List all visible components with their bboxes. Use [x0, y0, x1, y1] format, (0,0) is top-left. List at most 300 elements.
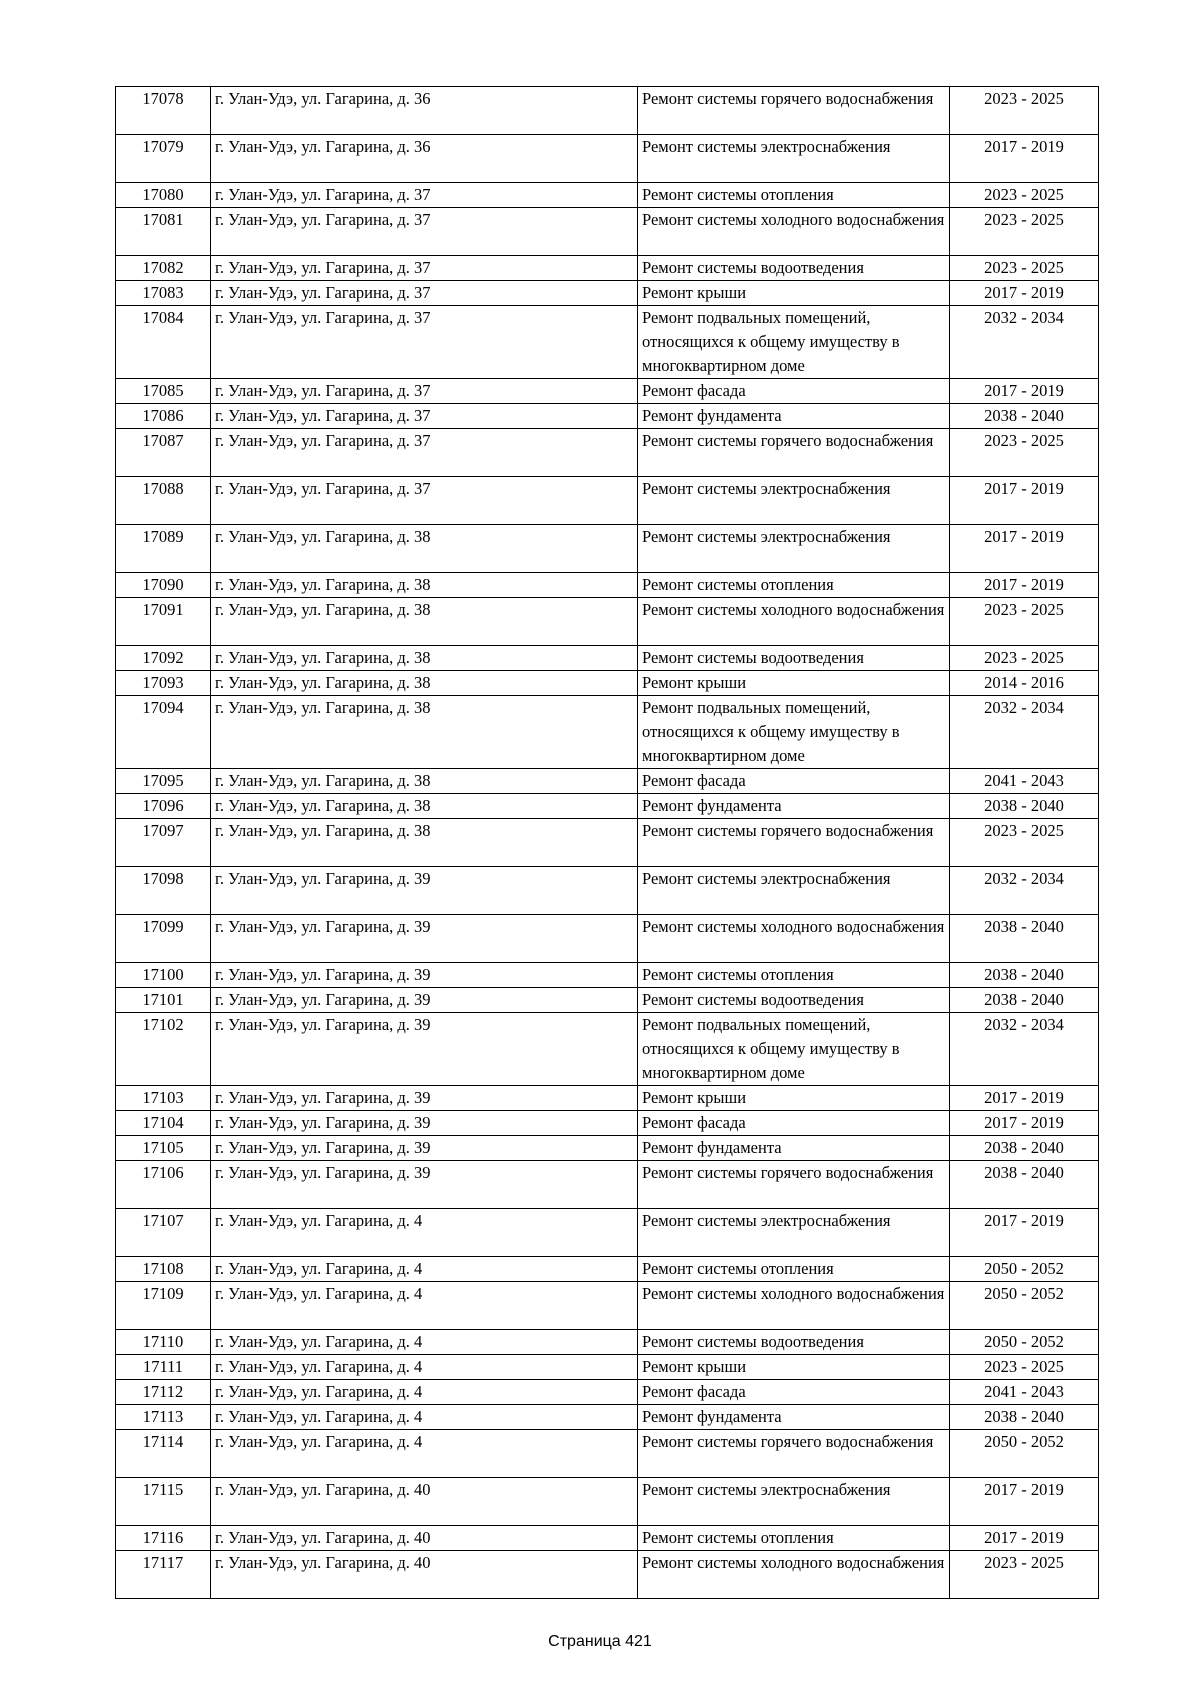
work-type-text: Ремонт системы отопления [642, 575, 834, 594]
address-text: г. Улан-Удэ, ул. Гагарина, д. 4 [215, 1407, 423, 1426]
row-number-cell [116, 404, 211, 429]
work-type-text: Ремонт фундамента [642, 1138, 782, 1157]
row-number-text: 17102 [142, 1015, 184, 1034]
period-text: 2038 - 2040 [984, 796, 1064, 815]
period-cell [950, 963, 1099, 988]
period-text: 2017 - 2019 [984, 381, 1064, 400]
address-cell [211, 1282, 638, 1330]
row-number-cell [116, 379, 211, 404]
row-number-cell [116, 429, 211, 477]
period-text: 2017 - 2019 [984, 283, 1064, 302]
work-type-cell [638, 1430, 950, 1478]
address-cell [211, 769, 638, 794]
work-type-cell [638, 256, 950, 281]
address-text: г. Улан-Удэ, ул. Гагарина, д. 39 [215, 965, 431, 984]
work-type-cell [638, 306, 950, 379]
address-cell [211, 819, 638, 867]
period-cell [950, 1161, 1099, 1209]
address-text: г. Улан-Удэ, ул. Гагарина, д. 39 [215, 1163, 431, 1182]
work-type-text: Ремонт системы горячего водоснабжения [642, 431, 934, 450]
row-number-text: 17084 [142, 308, 184, 327]
period-cell [950, 915, 1099, 963]
row-number-cell [116, 525, 211, 573]
address-text: г. Улан-Удэ, ул. Гагарина, д. 36 [215, 89, 431, 108]
work-type-text: Ремонт подвальных помещений, относящихся к общему имуществу в многоквартирном доме [642, 308, 900, 375]
row-number-cell [116, 1209, 211, 1257]
row-number-cell [116, 646, 211, 671]
work-type-text: Ремонт системы водоотведения [642, 648, 864, 667]
row-number-text: 17100 [142, 965, 184, 984]
period-cell [950, 525, 1099, 573]
period-cell [950, 573, 1099, 598]
row-number-cell [116, 1136, 211, 1161]
period-cell [950, 429, 1099, 477]
work-type-cell [638, 1478, 950, 1526]
period-text: 2017 - 2019 [984, 1528, 1064, 1547]
table-row [116, 1478, 1099, 1526]
period-cell [950, 1013, 1099, 1086]
work-type-text: Ремонт крыши [642, 1357, 747, 1376]
address-text: г. Улан-Удэ, ул. Гагарина, д. 39 [215, 1113, 431, 1132]
address-cell [211, 671, 638, 696]
row-number-cell [116, 1405, 211, 1430]
table-row [116, 1405, 1099, 1430]
row-number-text: 17103 [142, 1088, 184, 1107]
table-row [116, 988, 1099, 1013]
row-number-cell [116, 1086, 211, 1111]
address-text: г. Улан-Удэ, ул. Гагарина, д. 4 [215, 1211, 423, 1230]
period-text: 2038 - 2040 [984, 917, 1064, 936]
table-row [116, 281, 1099, 306]
period-cell [950, 696, 1099, 769]
work-type-text: Ремонт системы горячего водоснабжения [642, 1163, 934, 1182]
work-type-text: Ремонт системы холодного водоснабжения [642, 210, 945, 229]
row-number-text: 17111 [142, 1357, 184, 1376]
row-number-cell [116, 1380, 211, 1405]
row-number-cell [116, 573, 211, 598]
address-cell [211, 306, 638, 379]
work-type-text: Ремонт фасада [642, 1113, 746, 1132]
page-number: Страница 421 [548, 1633, 652, 1650]
period-cell [950, 404, 1099, 429]
period-text: 2038 - 2040 [984, 965, 1064, 984]
work-type-cell [638, 87, 950, 135]
table-row [116, 963, 1099, 988]
table-row [116, 1209, 1099, 1257]
row-number-text: 17083 [142, 283, 184, 302]
work-type-text: Ремонт фундамента [642, 1407, 782, 1426]
period-text: 2017 - 2019 [984, 1113, 1064, 1132]
period-text: 2023 - 2025 [984, 258, 1064, 277]
row-number-text: 17110 [142, 1332, 184, 1351]
address-text: г. Улан-Удэ, ул. Гагарина, д. 4 [215, 1332, 423, 1351]
table-row [116, 671, 1099, 696]
row-number-cell [116, 867, 211, 915]
address-text: г. Улан-Удэ, ул. Гагарина, д. 37 [215, 308, 431, 327]
row-number-cell [116, 1111, 211, 1136]
address-cell [211, 1478, 638, 1526]
period-text: 2023 - 2025 [984, 210, 1064, 229]
work-type-text: Ремонт фасада [642, 381, 746, 400]
address-text: г. Улан-Удэ, ул. Гагарина, д. 37 [215, 406, 431, 425]
address-cell [211, 1209, 638, 1257]
table-row [116, 306, 1099, 379]
work-type-cell [638, 1330, 950, 1355]
period-cell [950, 671, 1099, 696]
period-cell [950, 87, 1099, 135]
row-number-text: 17107 [142, 1211, 184, 1230]
address-text: г. Улан-Удэ, ул. Гагарина, д. 38 [215, 527, 431, 546]
period-text: 2014 - 2016 [984, 673, 1064, 692]
table-row [116, 794, 1099, 819]
work-type-text: Ремонт фасада [642, 771, 746, 790]
row-number-text: 17092 [142, 648, 184, 667]
row-number-text: 17105 [142, 1138, 184, 1157]
work-type-text: Ремонт системы отопления [642, 185, 834, 204]
row-number-cell [116, 598, 211, 646]
row-number-text: 17093 [142, 673, 184, 692]
period-text: 2032 - 2034 [984, 1015, 1064, 1034]
period-text: 2023 - 2025 [984, 648, 1064, 667]
address-text: г. Улан-Удэ, ул. Гагарина, д. 38 [215, 771, 431, 790]
address-text: г. Улан-Удэ, ул. Гагарина, д. 38 [215, 698, 431, 717]
work-type-cell [638, 429, 950, 477]
row-number-text: 17080 [142, 185, 184, 204]
row-number-cell [116, 87, 211, 135]
work-type-cell [638, 183, 950, 208]
row-number-text: 17088 [142, 479, 184, 498]
table-row [116, 477, 1099, 525]
work-type-cell [638, 281, 950, 306]
period-text: 2041 - 2043 [984, 1382, 1064, 1401]
row-number-cell [116, 915, 211, 963]
table-row [116, 1355, 1099, 1380]
address-cell [211, 1380, 638, 1405]
table-row [116, 646, 1099, 671]
address-cell [211, 429, 638, 477]
row-number-cell [116, 477, 211, 525]
period-cell [950, 769, 1099, 794]
work-type-text: Ремонт системы горячего водоснабжения [642, 1432, 934, 1451]
address-text: г. Улан-Удэ, ул. Гагарина, д. 39 [215, 1088, 431, 1107]
row-number-text: 17106 [142, 1163, 184, 1182]
work-type-text: Ремонт системы электроснабжения [642, 137, 891, 156]
work-type-text: Ремонт системы холодного водоснабжения [642, 917, 945, 936]
table-row [116, 1136, 1099, 1161]
address-cell [211, 988, 638, 1013]
address-text: г. Улан-Удэ, ул. Гагарина, д. 38 [215, 648, 431, 667]
period-text: 2017 - 2019 [984, 1480, 1064, 1499]
address-cell [211, 646, 638, 671]
row-number-cell [116, 281, 211, 306]
address-cell [211, 1526, 638, 1551]
work-type-text: Ремонт фундамента [642, 406, 782, 425]
work-type-text: Ремонт системы электроснабжения [642, 1211, 891, 1230]
address-cell [211, 963, 638, 988]
address-text: г. Улан-Удэ, ул. Гагарина, д. 37 [215, 431, 431, 450]
work-type-cell [638, 525, 950, 573]
table-row [116, 1380, 1099, 1405]
table-row [116, 404, 1099, 429]
period-text: 2038 - 2040 [984, 990, 1064, 1009]
period-text: 2032 - 2034 [984, 308, 1064, 327]
work-type-cell [638, 1136, 950, 1161]
work-type-text: Ремонт системы отопления [642, 965, 834, 984]
row-number-cell [116, 769, 211, 794]
address-text: г. Улан-Удэ, ул. Гагарина, д. 37 [215, 185, 431, 204]
row-number-cell [116, 1013, 211, 1086]
row-number-text: 17085 [142, 381, 184, 400]
work-type-cell [638, 1526, 950, 1551]
address-cell [211, 208, 638, 256]
row-number-text: 17090 [142, 575, 184, 594]
row-number-cell [116, 1526, 211, 1551]
work-type-cell [638, 819, 950, 867]
address-cell [211, 1013, 638, 1086]
period-cell [950, 1111, 1099, 1136]
work-type-cell [638, 671, 950, 696]
address-cell [211, 281, 638, 306]
period-text: 2032 - 2034 [984, 698, 1064, 717]
work-type-cell [638, 1551, 950, 1599]
period-cell [950, 988, 1099, 1013]
period-cell [950, 1355, 1099, 1380]
table-row [116, 1330, 1099, 1355]
period-text: 2041 - 2043 [984, 771, 1064, 790]
period-cell [950, 1257, 1099, 1282]
address-text: г. Улан-Удэ, ул. Гагарина, д. 37 [215, 258, 431, 277]
address-text: г. Улан-Удэ, ул. Гагарина, д. 40 [215, 1528, 431, 1547]
repair-schedule-table [115, 86, 1099, 1599]
work-type-text: Ремонт системы водоотведения [642, 1332, 864, 1351]
address-text: г. Улан-Удэ, ул. Гагарина, д. 38 [215, 600, 431, 619]
address-cell [211, 1161, 638, 1209]
period-text: 2017 - 2019 [984, 1088, 1064, 1107]
period-cell [950, 1430, 1099, 1478]
address-text: г. Улан-Удэ, ул. Гагарина, д. 40 [215, 1480, 431, 1499]
row-number-text: 17117 [142, 1553, 184, 1572]
address-text: г. Улан-Удэ, ул. Гагарина, д. 4 [215, 1357, 423, 1376]
period-cell [950, 1136, 1099, 1161]
table-row [116, 1526, 1099, 1551]
row-number-text: 17113 [142, 1407, 184, 1426]
period-cell [950, 256, 1099, 281]
address-cell [211, 525, 638, 573]
row-number-text: 17078 [142, 89, 184, 108]
address-text: г. Улан-Удэ, ул. Гагарина, д. 37 [215, 381, 431, 400]
address-text: г. Улан-Удэ, ул. Гагарина, д. 38 [215, 796, 431, 815]
work-type-cell [638, 963, 950, 988]
work-type-text: Ремонт системы водоотведения [642, 258, 864, 277]
row-number-cell [116, 696, 211, 769]
row-number-text: 17091 [142, 600, 184, 619]
period-text: 2023 - 2025 [984, 1553, 1064, 1572]
period-text: 2017 - 2019 [984, 1211, 1064, 1230]
row-number-cell [116, 306, 211, 379]
period-cell [950, 306, 1099, 379]
period-cell [950, 1526, 1099, 1551]
address-cell [211, 183, 638, 208]
row-number-text: 17079 [142, 137, 184, 156]
address-text: г. Улан-Удэ, ул. Гагарина, д. 4 [215, 1284, 423, 1303]
period-cell [950, 281, 1099, 306]
period-text: 2038 - 2040 [984, 406, 1064, 425]
address-cell [211, 696, 638, 769]
work-type-text: Ремонт крыши [642, 1088, 747, 1107]
row-number-text: 17112 [142, 1382, 184, 1401]
period-text: 2038 - 2040 [984, 1163, 1064, 1182]
work-type-cell [638, 598, 950, 646]
address-cell [211, 915, 638, 963]
row-number-text: 17104 [142, 1113, 184, 1132]
work-type-cell [638, 915, 950, 963]
period-text: 2050 - 2052 [984, 1332, 1064, 1351]
period-cell [950, 867, 1099, 915]
table-row [116, 1430, 1099, 1478]
address-text: г. Улан-Удэ, ул. Гагарина, д. 39 [215, 917, 431, 936]
work-type-text: Ремонт подвальных помещений, относящихся к общему имуществу в многоквартирном доме [642, 698, 900, 765]
address-cell [211, 477, 638, 525]
table-row [116, 208, 1099, 256]
period-cell [950, 1282, 1099, 1330]
address-cell [211, 1430, 638, 1478]
address-cell [211, 256, 638, 281]
period-text: 2017 - 2019 [984, 479, 1064, 498]
address-text: г. Улан-Удэ, ул. Гагарина, д. 39 [215, 1138, 431, 1157]
work-type-cell [638, 696, 950, 769]
address-cell [211, 1405, 638, 1430]
row-number-text: 17099 [142, 917, 184, 936]
address-text: г. Улан-Удэ, ул. Гагарина, д. 38 [215, 673, 431, 692]
row-number-text: 17101 [142, 990, 184, 1009]
row-number-cell [116, 135, 211, 183]
work-type-text: Ремонт системы электроснабжения [642, 479, 891, 498]
period-text: 2050 - 2052 [984, 1284, 1064, 1303]
period-cell [950, 477, 1099, 525]
row-number-text: 17114 [142, 1432, 184, 1451]
address-cell [211, 87, 638, 135]
period-text: 2023 - 2025 [984, 431, 1064, 450]
work-type-text: Ремонт системы холодного водоснабжения [642, 600, 945, 619]
address-cell [211, 1330, 638, 1355]
row-number-cell [116, 208, 211, 256]
work-type-cell [638, 646, 950, 671]
work-type-cell [638, 1013, 950, 1086]
row-number-text: 17095 [142, 771, 184, 790]
row-number-cell [116, 1161, 211, 1209]
address-text: г. Улан-Удэ, ул. Гагарина, д. 38 [215, 821, 431, 840]
work-type-text: Ремонт системы электроснабжения [642, 1480, 891, 1499]
table-row [116, 429, 1099, 477]
work-type-cell [638, 135, 950, 183]
period-cell [950, 1478, 1099, 1526]
work-type-text: Ремонт системы отопления [642, 1259, 834, 1278]
period-cell [950, 794, 1099, 819]
table-row [116, 819, 1099, 867]
row-number-text: 17082 [142, 258, 184, 277]
period-cell [950, 135, 1099, 183]
period-cell [950, 1380, 1099, 1405]
table-row [116, 915, 1099, 963]
period-text: 2050 - 2052 [984, 1259, 1064, 1278]
table-row [116, 1086, 1099, 1111]
work-type-cell [638, 867, 950, 915]
table-row [116, 1111, 1099, 1136]
table-body [116, 87, 1099, 1599]
period-cell [950, 598, 1099, 646]
table-row [116, 696, 1099, 769]
row-number-cell [116, 183, 211, 208]
work-type-text: Ремонт системы водоотведения [642, 990, 864, 1009]
work-type-text: Ремонт системы холодного водоснабжения [642, 1553, 945, 1572]
work-type-text: Ремонт системы отопления [642, 1528, 834, 1547]
table-row [116, 379, 1099, 404]
address-text: г. Улан-Удэ, ул. Гагарина, д. 39 [215, 869, 431, 888]
work-type-cell [638, 1086, 950, 1111]
row-number-text: 17097 [142, 821, 184, 840]
row-number-cell [116, 819, 211, 867]
row-number-text: 17089 [142, 527, 184, 546]
row-number-text: 17108 [142, 1259, 184, 1278]
row-number-cell [116, 256, 211, 281]
period-cell [950, 646, 1099, 671]
row-number-cell [116, 963, 211, 988]
row-number-cell [116, 1257, 211, 1282]
address-text: г. Улан-Удэ, ул. Гагарина, д. 4 [215, 1382, 423, 1401]
table-row [116, 183, 1099, 208]
work-type-cell [638, 573, 950, 598]
work-type-cell [638, 769, 950, 794]
work-type-cell [638, 477, 950, 525]
row-number-cell [116, 988, 211, 1013]
work-type-text: Ремонт крыши [642, 673, 747, 692]
period-cell [950, 1330, 1099, 1355]
period-text: 2023 - 2025 [984, 1357, 1064, 1376]
row-number-text: 17086 [142, 406, 184, 425]
address-cell [211, 1086, 638, 1111]
table-row [116, 598, 1099, 646]
period-text: 2023 - 2025 [984, 185, 1064, 204]
period-cell [950, 819, 1099, 867]
address-text: г. Улан-Удэ, ул. Гагарина, д. 38 [215, 575, 431, 594]
work-type-text: Ремонт подвальных помещений, относящихся к общему имуществу в многоквартирном доме [642, 1015, 900, 1082]
period-text: 2023 - 2025 [984, 821, 1064, 840]
row-number-cell [116, 671, 211, 696]
row-number-text: 17116 [142, 1528, 184, 1547]
work-type-cell [638, 208, 950, 256]
period-text: 2032 - 2034 [984, 869, 1064, 888]
table-row [116, 1161, 1099, 1209]
row-number-text: 17087 [142, 431, 184, 450]
table-row [116, 867, 1099, 915]
work-type-cell [638, 1111, 950, 1136]
address-text: г. Улан-Удэ, ул. Гагарина, д. 4 [215, 1432, 423, 1451]
row-number-cell [116, 1551, 211, 1599]
row-number-text: 17098 [142, 869, 184, 888]
work-type-cell [638, 1405, 950, 1430]
work-type-text: Ремонт фундамента [642, 796, 782, 815]
row-number-cell [116, 1282, 211, 1330]
address-text: г. Улан-Удэ, ул. Гагарина, д. 39 [215, 1015, 431, 1034]
row-number-text: 17081 [142, 210, 184, 229]
table-row [116, 135, 1099, 183]
period-cell [950, 1405, 1099, 1430]
period-text: 2038 - 2040 [984, 1138, 1064, 1157]
row-number-cell [116, 794, 211, 819]
table-row [116, 525, 1099, 573]
work-type-cell [638, 1355, 950, 1380]
address-text: г. Улан-Удэ, ул. Гагарина, д. 37 [215, 283, 431, 302]
